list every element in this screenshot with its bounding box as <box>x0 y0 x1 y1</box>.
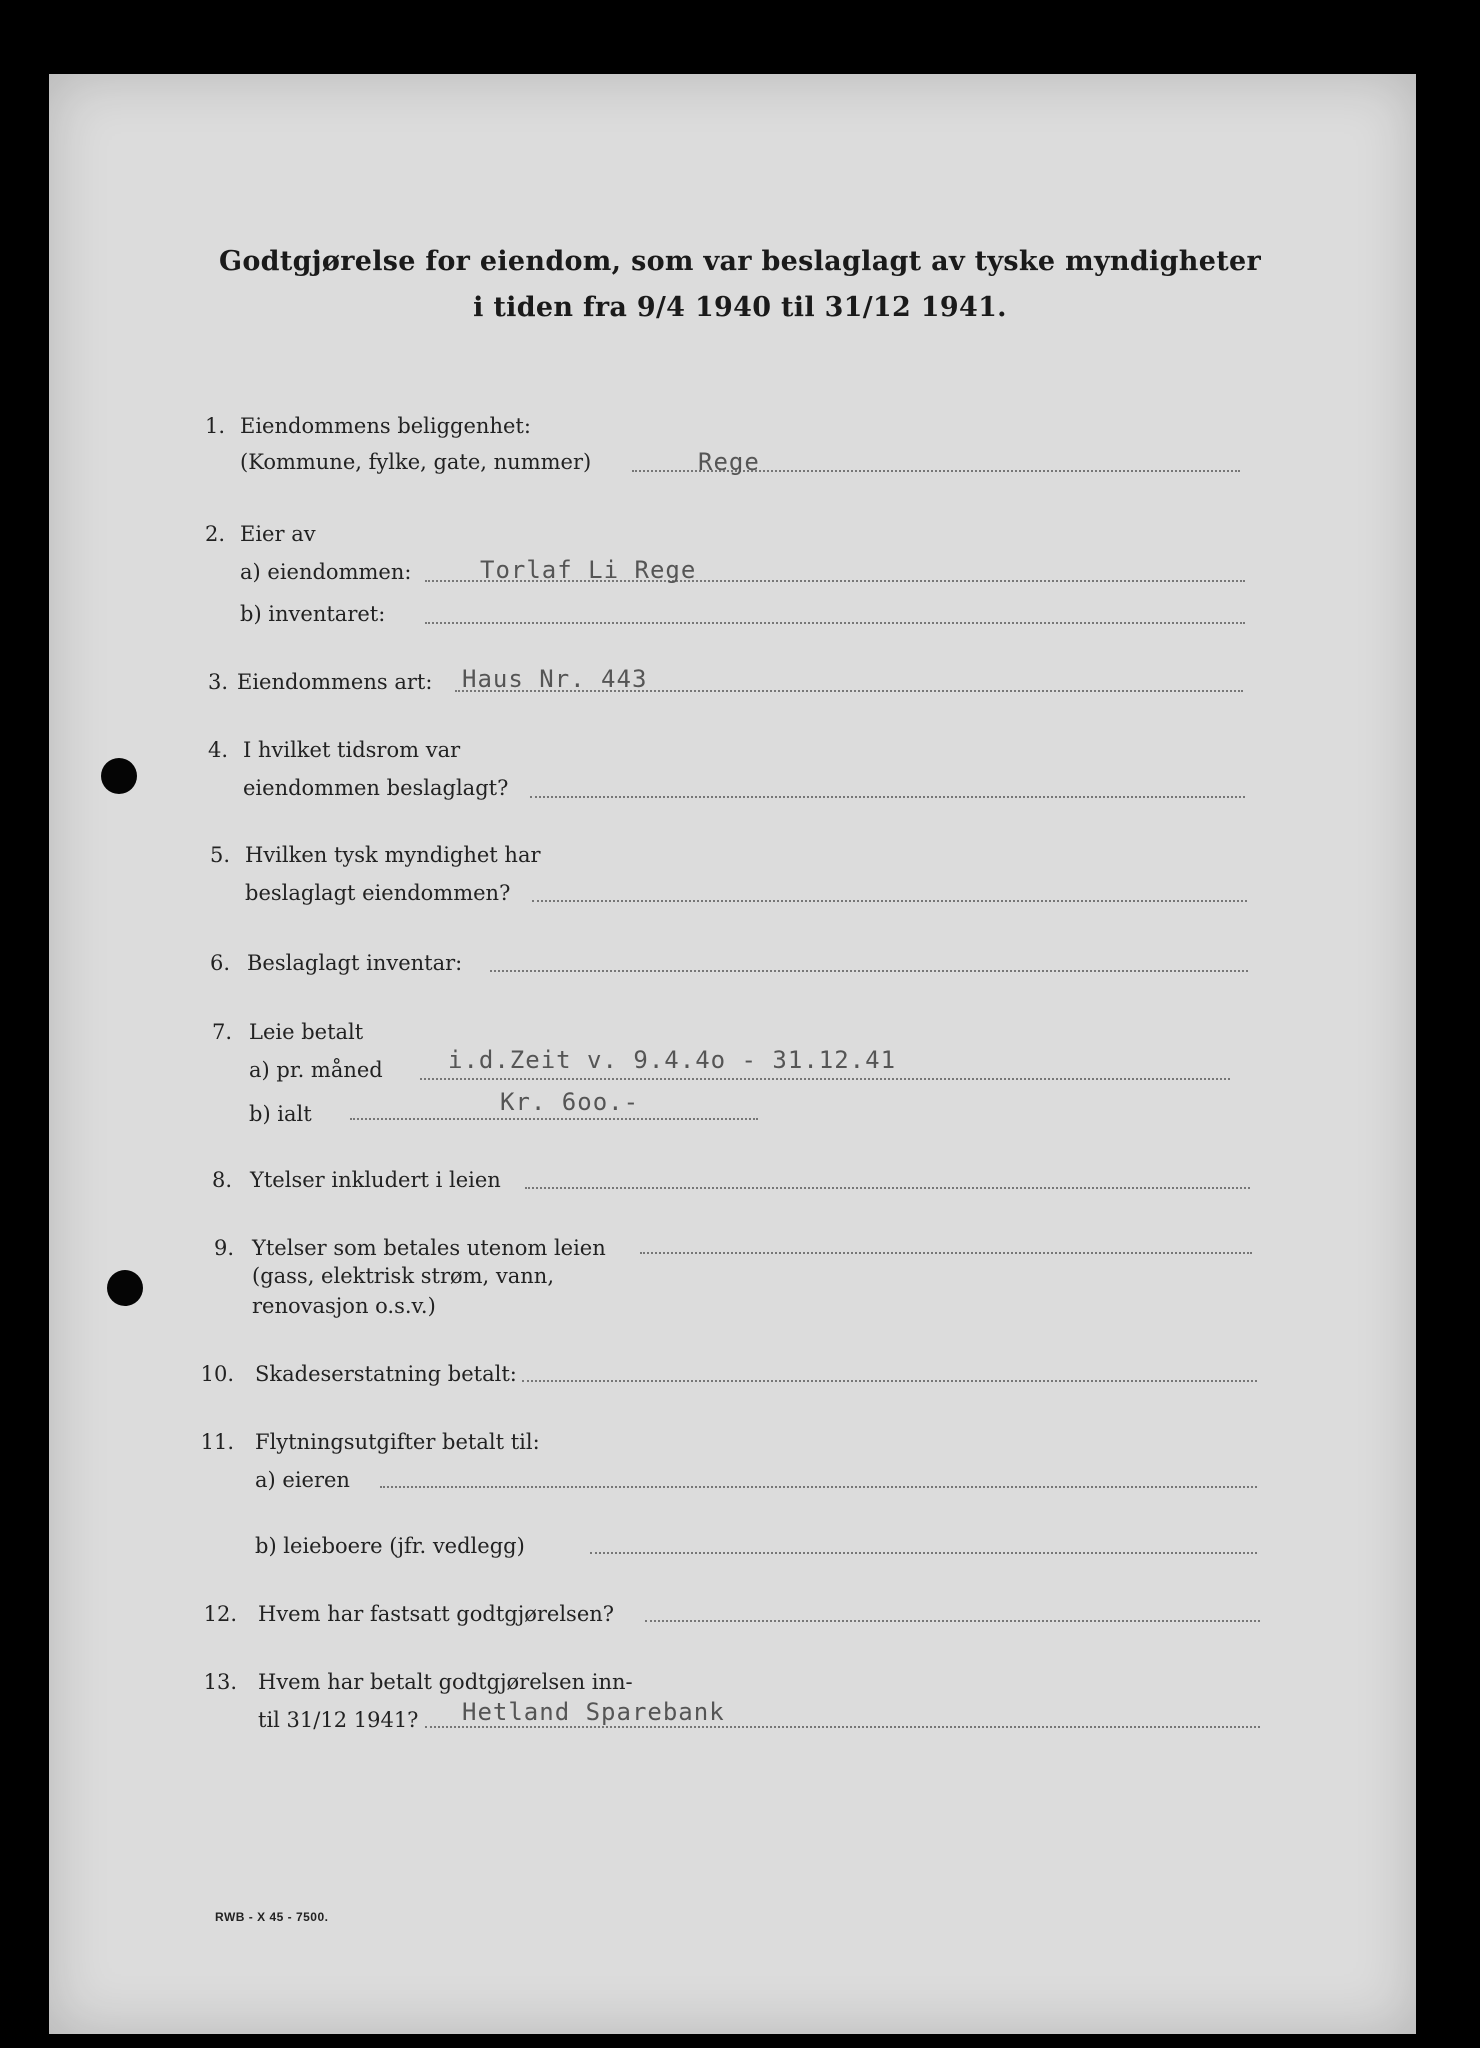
item-10-number: 10. <box>200 1362 234 1386</box>
item-7b-value[interactable]: Kr. 6oo.- <box>500 1088 640 1116</box>
item-2b-label: b) inventaret: <box>240 602 386 626</box>
item-11-number: 11. <box>200 1430 234 1454</box>
item-8-number: 8. <box>211 1168 232 1192</box>
item-4-field-line <box>530 796 1245 798</box>
item-3-value[interactable]: Haus Nr. 443 <box>462 665 648 693</box>
item-1-value[interactable]: Rege <box>698 448 760 476</box>
item-13-number: 13. <box>203 1670 237 1694</box>
item-7a-field-line <box>420 1078 1230 1080</box>
form-title-line-1: Godtgjørelse for eiendom, som var beslaglagt av tyske myndigheter <box>219 246 1261 277</box>
item-12-field-line <box>645 1620 1260 1622</box>
item-5-field-line <box>532 900 1247 902</box>
item-11b-field-line <box>590 1552 1257 1554</box>
item-2b-field-line <box>425 622 1245 624</box>
item-5-sublabel: beslaglagt eiendommen? <box>245 881 511 905</box>
item-9-label: Ytelser som betales utenom leien <box>252 1236 606 1260</box>
item-7b-label: b) ialt <box>249 1102 312 1126</box>
item-8-field-line <box>525 1187 1250 1189</box>
punch-hole-upper <box>101 758 137 794</box>
item-8-label: Ytelser inkludert i leien <box>250 1168 501 1192</box>
item-6-label: Beslaglagt inventar: <box>247 951 463 975</box>
item-13-sublabel: til 31/12 1941? <box>258 1708 419 1732</box>
print-code-footer: RWB - X 45 - 7500. <box>215 1910 329 1924</box>
item-11b-label: b) leieboere (jfr. vedlegg) <box>255 1534 525 1558</box>
item-13-field-line <box>425 1726 1260 1728</box>
form-title-line-2: i tiden fra 9/4 1940 til 31/12 1941. <box>473 292 1007 323</box>
item-4-number: 4. <box>207 738 228 762</box>
item-6-number: 6. <box>209 951 230 975</box>
item-7b-field-line <box>350 1118 758 1120</box>
item-11-label: Flytningsutgifter betalt til: <box>255 1430 540 1454</box>
item-13-value[interactable]: Hetland Sparebank <box>462 1698 725 1726</box>
item-6-field-line <box>490 970 1248 972</box>
item-2-number: 2. <box>204 522 225 546</box>
item-2-label: Eier av <box>240 522 316 546</box>
item-2a-value[interactable]: Torlaf Li Rege <box>480 556 697 584</box>
punch-hole-lower <box>107 1270 143 1306</box>
item-7-number: 7. <box>211 1020 232 1044</box>
item-9-field-line <box>640 1252 1252 1254</box>
item-2a-label: a) eiendommen: <box>240 560 412 584</box>
item-7a-value[interactable]: i.d.Zeit v. 9.4.4o - 31.12.41 <box>448 1046 897 1074</box>
item-1-sublabel: (Kommune, fylke, gate, nummer) <box>240 450 592 474</box>
item-13-label: Hvem har betalt godtgjørelsen inn- <box>258 1670 633 1694</box>
item-12-number: 12. <box>203 1602 237 1626</box>
item-12-label: Hvem har fastsatt godtgjørelsen? <box>258 1602 615 1626</box>
item-4-label: I hvilket tidsrom var <box>243 738 461 762</box>
item-7-label: Leie betalt <box>249 1020 364 1044</box>
item-5-number: 5. <box>209 843 230 867</box>
item-4-sublabel: eiendommen beslaglagt? <box>243 776 509 800</box>
item-11a-label: a) eieren <box>255 1468 350 1492</box>
item-11a-field-line <box>380 1486 1257 1488</box>
item-5-label: Hvilken tysk myndighet har <box>245 843 541 867</box>
item-10-label: Skadeserstatning betalt: <box>255 1362 517 1386</box>
item-1-number: 1. <box>204 414 225 438</box>
item-7a-label: a) pr. måned <box>249 1058 383 1082</box>
item-10-field-line <box>522 1380 1257 1382</box>
item-1-label: Eiendommens beliggenhet: <box>240 414 531 438</box>
item-3-number: 3. <box>207 670 228 694</box>
item-3-label: Eiendommens art: <box>237 670 433 694</box>
item-9-number: 9. <box>213 1236 234 1260</box>
item-9-sublabel-2: renovasjon o.s.v.) <box>252 1294 436 1318</box>
item-9-sublabel-1: (gass, elektrisk strøm, vann, <box>252 1264 554 1288</box>
